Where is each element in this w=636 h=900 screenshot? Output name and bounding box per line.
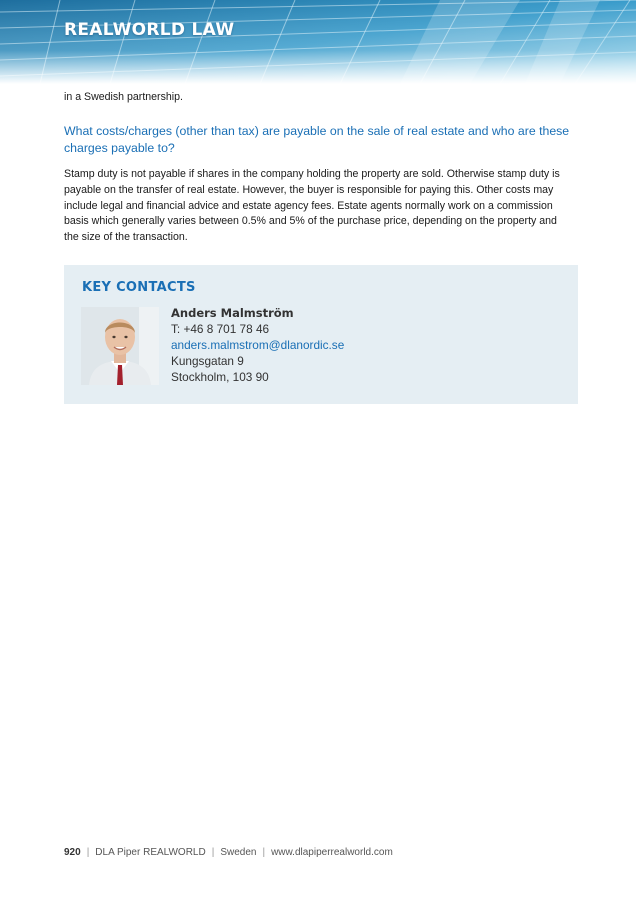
- header-title: REALWORLD LAW: [64, 20, 235, 40]
- footer-separator: |: [86, 847, 90, 858]
- answer-paragraph: Stamp duty is not payable if shares in the company holding the property are sold. Otherwise stamp duty is payable on the transfer of real estate. However, the buyer is responsible for paying this. Other costs may include legal and financial advice and estate agency fees. Estate agents normally work on a commission basis which generally varies between 0.5% and 5% of the purchase price, depending on the property and the size of the transaction.: [64, 168, 560, 244]
- footer-country: Sweden: [220, 847, 257, 858]
- person-avatar-icon: [81, 307, 159, 385]
- intro-paragraph: in a Swedish partnership.: [64, 91, 183, 103]
- main-content: [64, 89, 574, 246]
- footer-website-link[interactable]: www.dlapiperrealworld.com: [271, 847, 393, 858]
- footer-separator: |: [262, 847, 266, 858]
- contact-details: [171, 305, 344, 385]
- header-banner: [0, 0, 636, 84]
- question-heading: What costs/charges (other than tax) are payable on the sale of real estate and who are these charges payable to?: [64, 124, 570, 155]
- page-number: 920: [64, 847, 81, 858]
- contact-email-link[interactable]: anders.malmstrom@dlanordic.se: [171, 338, 345, 352]
- contact-city: Stockholm, 103 90: [171, 370, 269, 384]
- footer-publication: DLA Piper REALWORLD: [95, 847, 206, 858]
- footer-separator: |: [211, 847, 215, 858]
- key-contacts-title: KEY CONTACTS: [82, 280, 196, 295]
- contact-street: Kungsgatan 9: [171, 354, 244, 368]
- page-footer: [64, 847, 393, 858]
- key-contacts-panel: [64, 265, 578, 404]
- contact-photo: [81, 307, 159, 385]
- contact-name: Anders Malmström: [171, 306, 294, 320]
- contact-phone: T: +46 8 701 78 46: [171, 322, 270, 336]
- building-facade-image: [0, 0, 636, 84]
